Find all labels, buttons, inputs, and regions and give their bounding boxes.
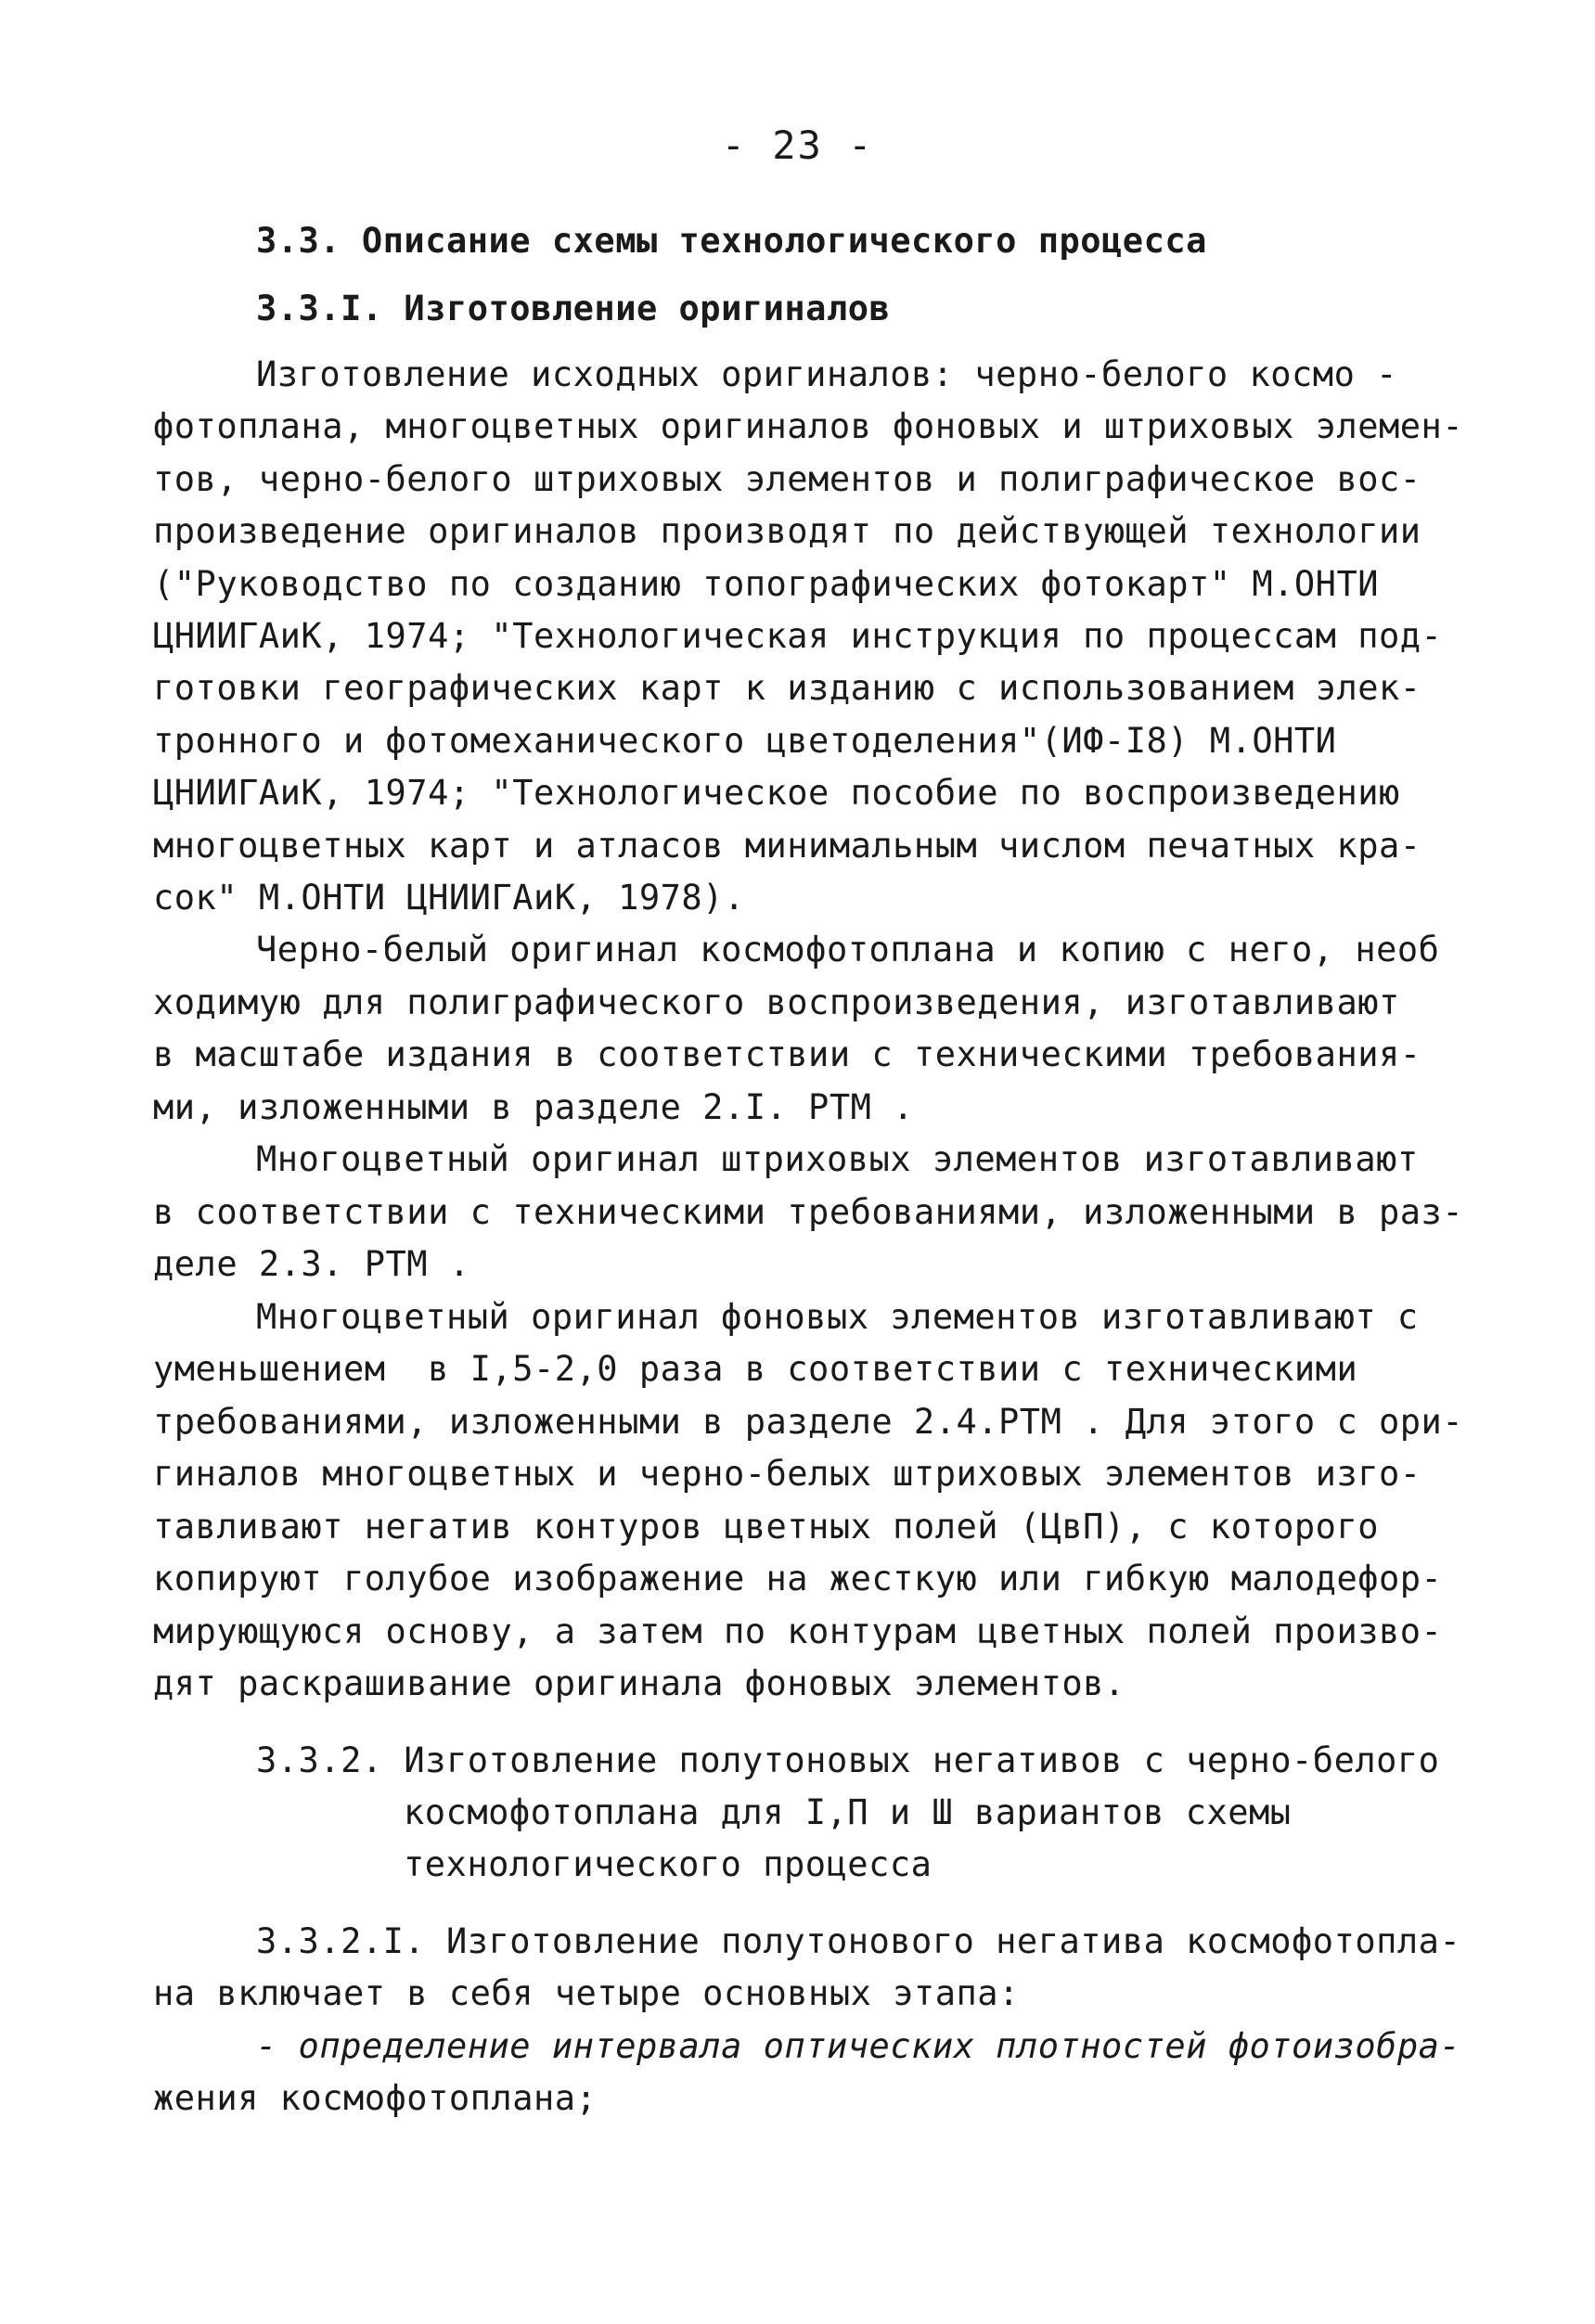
section-3-3-2-title: технологического процесса [404, 1844, 933, 1884]
paragraph-line: уменьшением в I,5-2,0 раза в соответствии с техническими [153, 1349, 1358, 1389]
section-3-3-2-title: космофотоплана для I,П и Ш вариантов схемы [404, 1792, 1292, 1832]
paragraph-line: произведение оригиналов производят по действующей технологии [153, 511, 1421, 551]
paragraph-line: ЦНИИГАиК, 1974; "Технологическая инструкция по процессам под- [153, 616, 1443, 656]
page-number: - 23 - [721, 122, 874, 168]
paragraph-line: дят раскрашивание оригинала фоновых элементов. [153, 1663, 1126, 1703]
list-item: - определение интервала оптических плотностей фотоизобра- [256, 2026, 1461, 2066]
paragraph-line: гиналов многоцветных и черно-белых штриховых элементов изго- [153, 1454, 1421, 1494]
paragraph-line: деле 2.3. РТМ . [153, 1244, 470, 1284]
paragraph-line: Многоцветный оригинал фоновых элементов изготавливают с [256, 1297, 1419, 1337]
section-3-3-2-title: 3.3.2. Изготовление полутоновых негативов с черно-белого [256, 1740, 1440, 1780]
paragraph-line: в соответствии с техническими требованиями, изложенными в раз- [153, 1192, 1464, 1232]
paragraph-line: ходимую для полиграфического воспроизведения, изготавливают [153, 982, 1400, 1022]
section-3-3-2-1-text: на включает в себя четыре основных этапа: [153, 1973, 1020, 2013]
paragraph-line: мирующуюся основу, а затем по контурам цветных полей произво- [153, 1611, 1443, 1651]
paragraph-line: Черно-белый оригинал космофотоплана и копию с него, необ [256, 930, 1440, 969]
paragraph-line: Многоцветный оригинал штриховых элементов изготавливают [256, 1139, 1419, 1179]
paragraph-line: копируют голубое изображение на жесткую или гибкую малодефор- [153, 1559, 1443, 1599]
paragraph-line: ми, изложенными в разделе 2.I. РТМ . [153, 1087, 914, 1127]
paragraph-line: фотоплана, многоцветных оригиналов фоновых и штриховых элемен- [153, 406, 1464, 446]
paragraph-line: Изготовление исходных оригиналов: черно-белого космо - [256, 354, 1397, 394]
section-3-3-1-title: 3.3.I. Изготовление оригиналов [256, 289, 891, 328]
paragraph-line: тронного и фотомеханического цветоделения"(ИФ-I8) М.ОНТИ [153, 721, 1337, 761]
section-3-3-2-1-text: 3.3.2.I. Изготовление полутонового негатива космофотопла- [256, 1921, 1461, 1961]
list-item-continuation: жения космофотоплана; [153, 2078, 598, 2118]
paragraph-line: в масштабе издания в соответствии с техническими требования- [153, 1034, 1421, 1074]
section-3-3-title: 3.3. Описание схемы технологического процесса [256, 221, 1207, 261]
paragraph-line: многоцветных карт и атласов минимальным числом печатных кра- [153, 826, 1421, 866]
paragraph-line: ЦНИИГАиК, 1974; "Технологическое пособие по воспроизведению [153, 773, 1400, 813]
paragraph-line: ("Руководство по созданию топографических фотокарт" М.ОНТИ [153, 564, 1380, 604]
paragraph-line: готовки географических карт к изданию с использованием элек- [153, 668, 1421, 708]
paragraph-line: тавливают негатив контуров цветных полей (ЦвП), с которого [153, 1507, 1380, 1547]
paragraph-line: тов, черно-белого штриховых элементов и полиграфическое вос- [153, 459, 1421, 499]
paragraph-line: требованиями, изложенными в разделе 2.4.РТМ . Для этого с ори- [153, 1402, 1464, 1442]
paragraph-line: сок" М.ОНТИ ЦНИИГАиК, 1978). [153, 878, 745, 918]
